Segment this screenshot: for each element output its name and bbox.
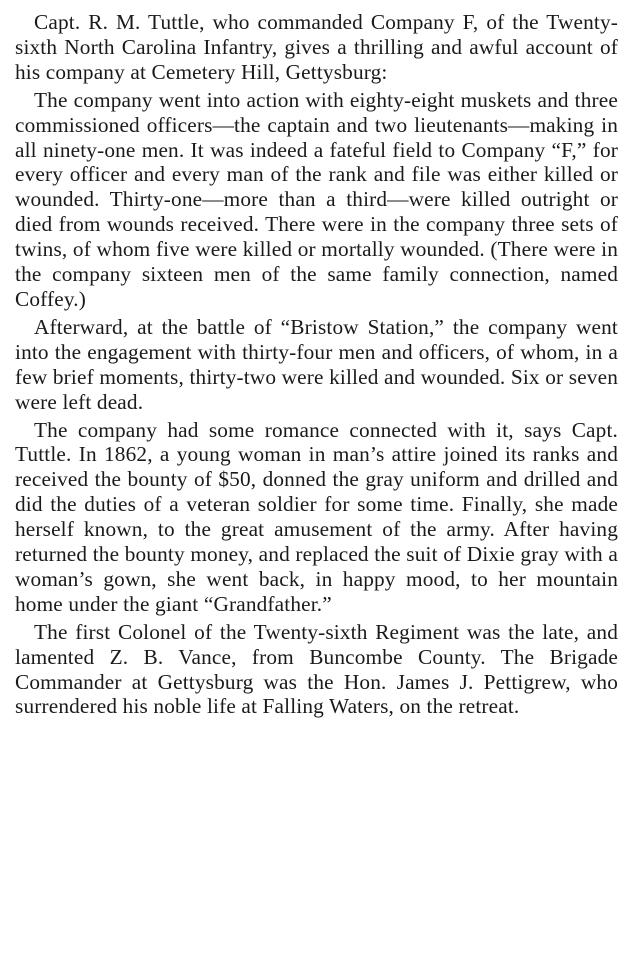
paragraph-romance: The company had some romance connected with it, says Capt. Tuttle. In 1862, a young woman in man’s attire joined its ranks and received the bounty of $50, donned the gray uniform and drilled and did the duties of a veteran soldier for some time. Finally, she made herself known, to the great amusement of the army. After having returned the bounty money, and replaced the suit of Dixie gray with a woman’s gown, she went back, in happy mood, to her mountain home under the giant “Grandfather.” bbox=[15, 417, 618, 616]
paragraph-cemetery-hill: The company went into action with eighty-eight muskets and three commissioned officers—the captain and two lieutenants—making in all ninety-one men. It was indeed a fateful field to Company “F,” for every officer and every man of the rank and file was either killed or wounded. Thirty-one—more than a third—were killed outright or died from wounds received. There were in the company three sets of twins, of whom five were killed or mortally wounded. (There were in the company sixteen men of the same family connection, named Coffey.) bbox=[15, 87, 618, 311]
paragraph-colonel: The first Colonel of the Twenty-sixth Regiment was the late, and lamented Z. B. Vance, from Buncombe County. The Brigade Commander at Gettysburg was the Hon. James J. Pettigrew, who surrendered his noble life at Falling Waters, on the retreat. bbox=[15, 619, 618, 719]
paragraph-bristow-station: Afterward, at the battle of “Bristow Station,” the company went into the engagement with thirty-four men and officers, of whom, in a few brief moments, thirty-two were killed and wounded. Six or seven were left dead. bbox=[15, 314, 618, 414]
paragraph-tuttle-intro: Capt. R. M. Tuttle, who commanded Company F, of the Twenty-sixth North Carolina Infantry, gives a thrilling and awful account of his company at Cemetery Hill, Gettysburg: bbox=[15, 10, 618, 84]
document-page bbox=[15, 10, 618, 719]
